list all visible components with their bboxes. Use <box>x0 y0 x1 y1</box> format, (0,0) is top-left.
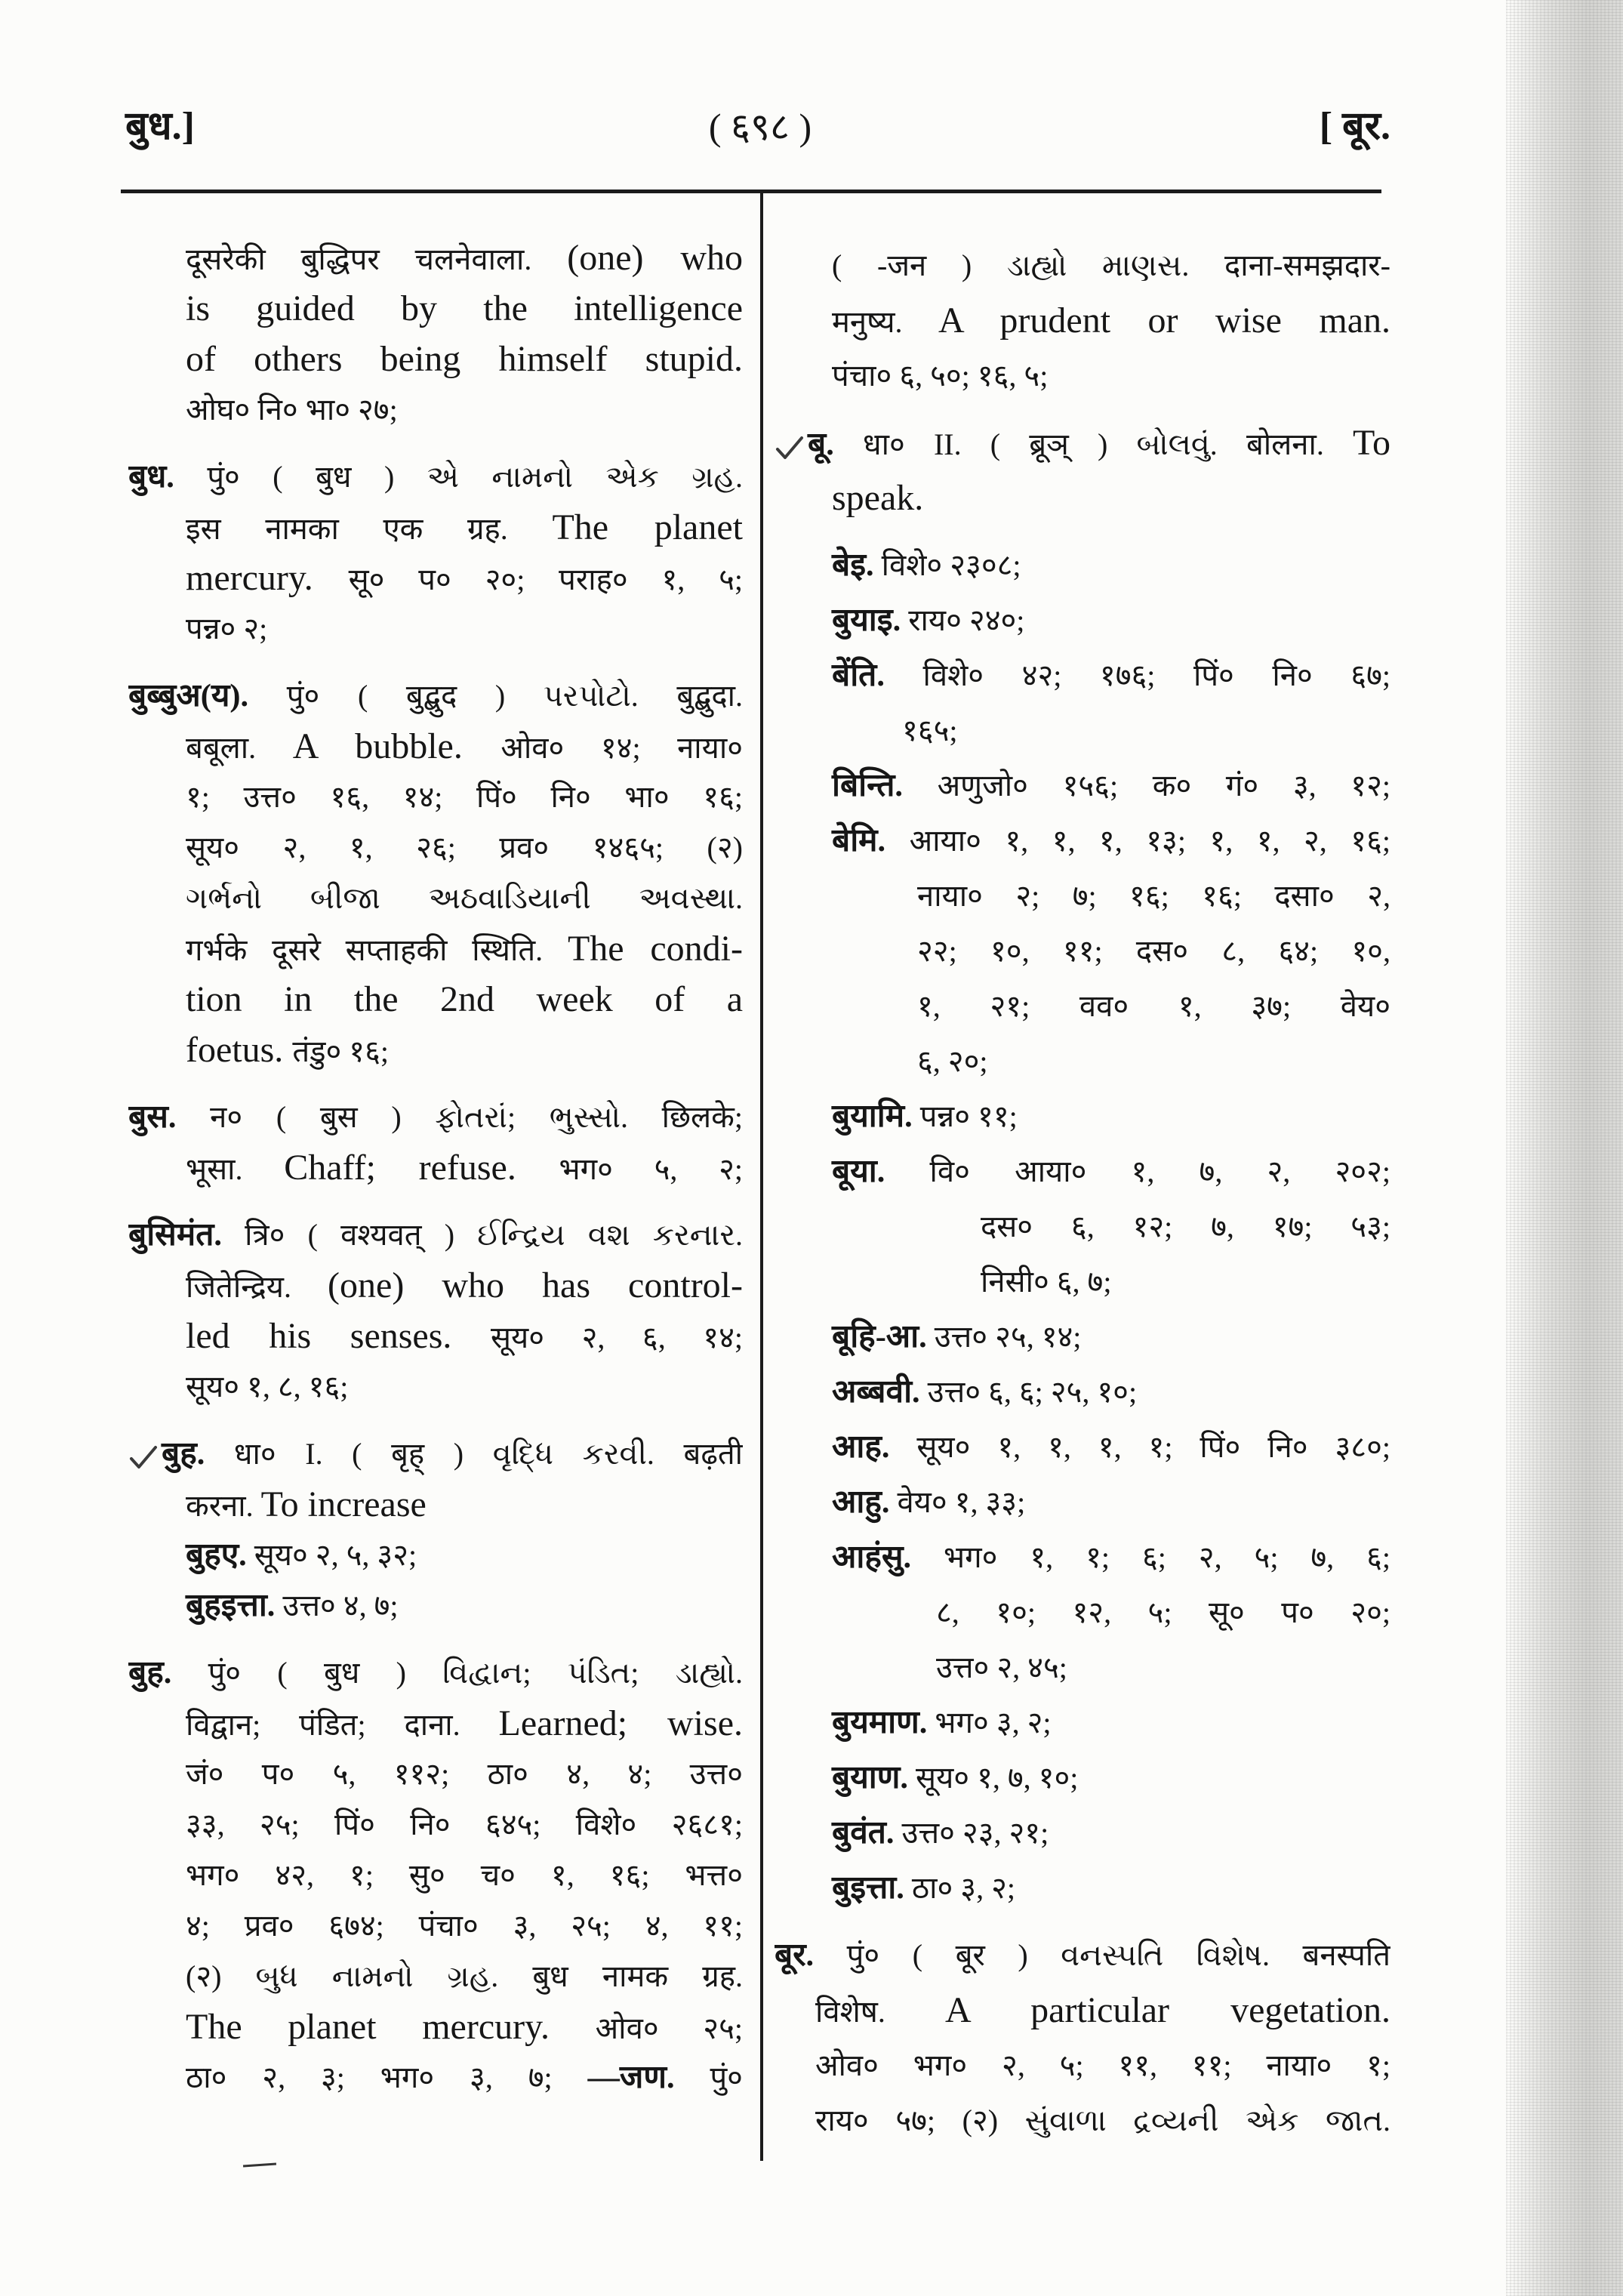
reference-text: ओव० भग० २, ५; ११, ११; नाया० १; <box>815 2048 1390 2082</box>
entry-line <box>128 1025 743 1075</box>
reference-text: ओव० १४; नाया० <box>500 731 743 765</box>
entry-line <box>775 415 1390 470</box>
headword: बुह. <box>128 1655 172 1690</box>
verb-form-line <box>775 1309 1390 1364</box>
reference-text: वि० आया० १, ७, २, २०२; <box>885 1154 1390 1188</box>
verb-form: आहु. <box>832 1484 890 1520</box>
text-segment: दूसरेकी बुद्धिपर चलनेवाला. <box>186 242 568 276</box>
headword: बुब्बुअ(य). <box>128 678 249 713</box>
entry-line <box>775 2038 1390 2093</box>
entry-line <box>128 1850 743 1900</box>
reference-text: विशे० ४२; १७६; पिं० नि० ६७; <box>884 658 1390 692</box>
verb-form: आहंसु. <box>832 1539 912 1575</box>
reference-text: उत्त० ४, ७; <box>275 1589 399 1623</box>
reference-text: उत्त० २५, १४; <box>926 1320 1082 1354</box>
entry-line <box>775 470 1390 525</box>
english-text: To increase <box>260 1484 427 1524</box>
entry-line <box>128 451 743 502</box>
verb-form-line <box>128 1530 743 1580</box>
reference-text: १६५; <box>902 713 958 747</box>
reference-text: सूय० २, ६, १४; <box>490 1321 743 1354</box>
verb-form: बूया. <box>832 1154 885 1189</box>
entry-line <box>128 1210 743 1260</box>
reference-text: वेय० १, ३३; <box>889 1485 1026 1519</box>
reference-text: ८, १०; १२, ५; सू० प० २०; <box>936 1595 1390 1629</box>
entry-line <box>128 1428 743 1479</box>
compound-headword: —जण. <box>587 2060 675 2095</box>
entry-line <box>128 553 743 603</box>
verb-form-line <box>775 813 1390 868</box>
reference-text: नाया० २; ७; १६; १६; दसा० २, <box>917 879 1390 913</box>
dictionary-entry <box>128 1210 743 1412</box>
english-text: The planet <box>552 507 743 547</box>
headword: बू. <box>808 427 834 462</box>
verb-form: बुइत्ता. <box>832 1870 904 1906</box>
verb-form: बुयमाण. <box>832 1705 928 1740</box>
column-divider <box>760 192 763 2161</box>
entry-line <box>128 1361 743 1412</box>
verb-form-line <box>775 1530 1390 1585</box>
entry-line <box>128 1749 743 1799</box>
verb-form: बुहइत्ता. <box>186 1588 276 1623</box>
english-text: The condi- <box>567 929 743 969</box>
entry-line <box>775 2093 1390 2148</box>
verb-form: बिन्ति. <box>832 768 903 803</box>
reference-text: पन्न० ११; <box>912 1099 1018 1133</box>
text-segment: करना. <box>186 1489 261 1523</box>
reference-text: सूय० १, ८, १६; <box>186 1370 349 1404</box>
verb-form-line <box>775 1860 1390 1915</box>
text-segment: गर्भके दूसरे सप्ताहकी स्थिति. <box>186 933 568 967</box>
text-segment: पुं० ( बुध ) વિદ્વાન; પંડિત; ડાહ્યો. <box>171 1656 743 1690</box>
verb-form-continuation <box>775 1034 1390 1089</box>
verb-form-line <box>775 1805 1390 1860</box>
dictionary-entry <box>128 1647 743 2103</box>
reference-text: तंडु० १६; <box>292 1034 390 1068</box>
reference-text: भग० १, १; ६; २, ५; ७, ६; <box>911 1540 1390 1574</box>
verb-form-continuation <box>775 868 1390 923</box>
headword: बुस. <box>128 1099 177 1135</box>
entry-line <box>128 873 743 923</box>
reference-text: ओव० २५; <box>595 2011 743 2045</box>
verb-form: अब्बवी. <box>832 1374 920 1410</box>
entry-line <box>128 974 743 1025</box>
verb-form-line <box>775 593 1390 648</box>
reference-text: भग० ५, २; <box>559 1152 743 1186</box>
verb-form-continuation <box>775 1254 1390 1309</box>
dictionary-entry <box>128 670 743 1075</box>
text-segment: इस नामका एक ग्रह. <box>186 512 553 546</box>
reference-text: उत्त० २३, २१; <box>894 1816 1049 1850</box>
dictionary-entry-verb <box>775 415 1390 1915</box>
reference-text: ठा० २, ३; भग० ३, ७; <box>186 2060 588 2094</box>
english-text: of others being himself stupid. <box>186 339 743 379</box>
entry-line <box>128 603 743 654</box>
entry-line <box>775 1983 1390 2038</box>
verb-form: बेमि. <box>832 823 886 858</box>
entry-line <box>128 772 743 822</box>
dictionary-entry-continued <box>128 233 743 435</box>
verb-form-continuation <box>775 1640 1390 1695</box>
scan-edge-texture <box>1506 0 1623 2296</box>
verb-form-line <box>775 538 1390 593</box>
headword: बुसिमंत. <box>128 1217 222 1253</box>
english-text: A particular vegetation. <box>945 1990 1390 2030</box>
text-segment: त्रि० ( वश्यवत् ) ઈન્દ્રિય વશ કરનાર. <box>221 1218 743 1252</box>
english-text: Learned; wise. <box>498 1703 743 1743</box>
entry-line <box>128 384 743 435</box>
entry-line <box>128 721 743 772</box>
entry-line <box>128 1479 743 1530</box>
verb-form: बुयाण. <box>832 1760 909 1795</box>
verb-form-line <box>775 758 1390 813</box>
verb-form-line <box>128 1580 743 1631</box>
header-rule <box>121 190 1381 193</box>
text-segment: विद्वान; पंडित; दाना. <box>186 1708 499 1742</box>
text-segment: ( -जन ) ડાહ્યો માણસ. दाना-समझदार- <box>832 248 1390 282</box>
entry-line <box>128 502 743 553</box>
entry-line <box>775 348 1390 403</box>
entry-line <box>128 923 743 974</box>
reference-text: उत्त० ६, ६; २५, १०; <box>919 1375 1138 1409</box>
text-segment: राय० ५७; (२) સુંવાળા દ્રવ્યની એક જાત. <box>815 2103 1390 2137</box>
pencil-stroke-mark <box>243 2162 276 2167</box>
reference-text: पन्न० २; <box>186 612 268 646</box>
dictionary-entry <box>128 451 743 654</box>
entry-line <box>128 1260 743 1311</box>
entry-line <box>128 1900 743 1951</box>
verb-form-continuation <box>775 703 1390 758</box>
headword: बुह. <box>162 1436 205 1472</box>
verb-forms-list <box>775 538 1390 1915</box>
dictionary-entry <box>775 1928 1390 2148</box>
verb-form-continuation <box>775 978 1390 1034</box>
reference-text: भग० ३, २; <box>927 1706 1052 1740</box>
entry-line <box>128 1647 743 1698</box>
text-segment: धा० II. ( ब्रूञ् ) બોલવું. बोलना. <box>833 427 1354 461</box>
reference-text: १; उत्त० १६, १४; पिं० नि० भा० १६; <box>186 780 743 814</box>
entry-line <box>128 1799 743 1850</box>
english-text: is guided by the intelligence <box>186 288 743 328</box>
english-text: Chaff; refuse. <box>284 1148 559 1188</box>
text-segment: जितेन्द्रिय. <box>186 1270 328 1304</box>
text-segment: पुं० ( बुद्बुद ) પરપોટો. बुद्बुदा. <box>248 679 743 713</box>
entry-line <box>775 1928 1390 1983</box>
english-text: A bubble. <box>292 726 501 766</box>
text-segment: भूसा. <box>186 1152 285 1186</box>
entry-line <box>128 2002 743 2052</box>
english-text: (one) who <box>567 238 743 278</box>
text-segment: पुं० <box>674 2060 743 2094</box>
verb-form: बुवंत. <box>832 1815 895 1851</box>
english-text: (one) who has control- <box>328 1265 743 1305</box>
reference-text: दस० ६, १२; ७, १७; ५३; <box>981 1210 1390 1244</box>
verb-form: बुयाइ. <box>832 603 901 638</box>
verb-form-line <box>775 1750 1390 1805</box>
reference-text: सूय० २, १, २६; प्रव० १४६५; (२) <box>186 831 743 864</box>
english-text: A prudent or wise man. <box>938 300 1390 341</box>
left-column <box>128 233 743 2103</box>
reference-text: २२; १०, ११; दस० ८, ६४; १०, <box>917 934 1390 968</box>
english-text: led his senses. <box>186 1316 491 1356</box>
entry-line <box>128 233 743 283</box>
reference-text: सूय० २, ५, ३२; <box>246 1538 417 1572</box>
reference-text: ओघ० नि० भा० २७; <box>186 393 398 427</box>
text-segment: विशेष. <box>815 1995 946 2029</box>
entry-line <box>128 1311 743 1361</box>
entry-line <box>775 238 1390 293</box>
reference-text: सूय० १, ७, १०; <box>908 1761 1079 1795</box>
verb-form-line <box>775 1089 1390 1144</box>
english-text: mercury. <box>186 558 349 598</box>
reference-text: राय० २४०; <box>901 603 1025 637</box>
reference-text: अणुजो० १५६; क० गं० ३, १२; <box>902 769 1390 803</box>
page-number: ( ६९८ ) <box>708 106 812 148</box>
entry-line <box>128 670 743 721</box>
english-text: speak. <box>832 478 924 518</box>
verb-form: बेइ. <box>832 547 874 583</box>
dictionary-entry <box>128 1092 743 1193</box>
verb-form-line <box>775 1364 1390 1419</box>
english-text: To <box>1353 423 1390 463</box>
english-text: The planet mercury. <box>186 2007 596 2047</box>
text-segment: पुं० ( बुध ) એ નામનો એક ગ્રહ. <box>174 460 743 494</box>
verb-form-continuation <box>775 1585 1390 1640</box>
entry-line <box>128 283 743 334</box>
verb-form-continuation <box>775 1199 1390 1254</box>
verb-form-continuation <box>775 923 1390 978</box>
reference-text: ३३, २५; पिं० नि० ६४५; विशे० २६८१; <box>186 1808 743 1841</box>
header-first-word: बुध.] <box>125 105 195 148</box>
reference-text: ४; प्रव० ६७४; पंचा० ३, २५; ४, ११; <box>186 1909 743 1943</box>
entry-line <box>775 293 1390 348</box>
dictionary-entry-continued <box>775 238 1390 403</box>
reference-text: १, २१; वव० १, ३७; वेय० <box>917 989 1390 1023</box>
entry-line <box>128 1698 743 1749</box>
verb-form: आह. <box>832 1429 890 1465</box>
reference-text: पंचा० ६, ५०; १६, ५; <box>832 359 1049 393</box>
text-segment: धा० I. ( बृह् ) વૃદ્ધિ કરવી. बढ़ती <box>205 1437 743 1471</box>
entry-line <box>128 334 743 384</box>
reference-text: आया० १, १, १, १३; १, १, २, १६; <box>885 824 1390 858</box>
header-last-word: [ बूर. <box>1319 105 1390 148</box>
entry-line <box>128 2052 743 2103</box>
reference-text: सू० प० २०; पराह० १, ५; <box>348 562 743 596</box>
verb-form: बुयामि. <box>832 1099 913 1134</box>
english-text: foetus. <box>186 1030 293 1070</box>
text-segment: (२) બુધ નામનો ગ્રહ. बुध नामक ग्रह. <box>186 1959 743 1993</box>
text-segment: मनुष्य. <box>832 305 938 339</box>
reference-text: जं० प० ५, ११२; ठा० ४, ४; उत्त० <box>186 1757 743 1791</box>
reference-text: ठा० ३, २; <box>904 1871 1016 1905</box>
entry-line <box>128 1951 743 2002</box>
entry-line <box>128 1142 743 1193</box>
verb-form-line <box>775 1695 1390 1750</box>
verb-form-line <box>775 648 1390 703</box>
dictionary-entry-verb <box>128 1428 743 1631</box>
verb-form: बूहि-आ. <box>832 1319 927 1354</box>
text-segment: ગર્ભનો બીજા અઠવાડિયાની અવસ્થા. <box>186 881 743 915</box>
reference-text: विशे० २३०८; <box>873 548 1021 582</box>
tick-mark-icon <box>775 433 805 463</box>
reference-text: ६, २०; <box>917 1044 988 1078</box>
verb-form-line <box>775 1144 1390 1199</box>
tick-mark-icon <box>128 1442 159 1472</box>
text-segment: बबूला. <box>186 731 293 765</box>
headword: बूर. <box>775 1937 815 1973</box>
headword: बुध. <box>128 459 174 495</box>
entry-line <box>128 1092 743 1142</box>
reference-text: उत्त० २, ४५; <box>936 1650 1067 1684</box>
verb-form-line <box>775 1419 1390 1475</box>
text-segment: पुं० ( बूर ) વનસ્પતિ વિશેષ. बनस्पति <box>814 1938 1390 1972</box>
verb-form: बुहए. <box>186 1537 247 1573</box>
entry-line <box>128 822 743 873</box>
reference-text: निसी० ६, ७; <box>981 1265 1112 1299</box>
text-segment: न० ( बुस ) ફોતરાં; ભુસ્સો. छिलके; <box>176 1100 743 1134</box>
reference-text: भग० ४२, १; सु० च० १, १६; भत्त० <box>186 1858 743 1892</box>
verb-form-line <box>775 1475 1390 1530</box>
reference-text: सूय० १, १, १, १; पिं० नि० ३८०; <box>889 1430 1390 1464</box>
english-text: tion in the 2nd week of a <box>186 979 743 1019</box>
right-column <box>775 238 1390 2148</box>
verb-form: बेंति. <box>832 658 885 693</box>
